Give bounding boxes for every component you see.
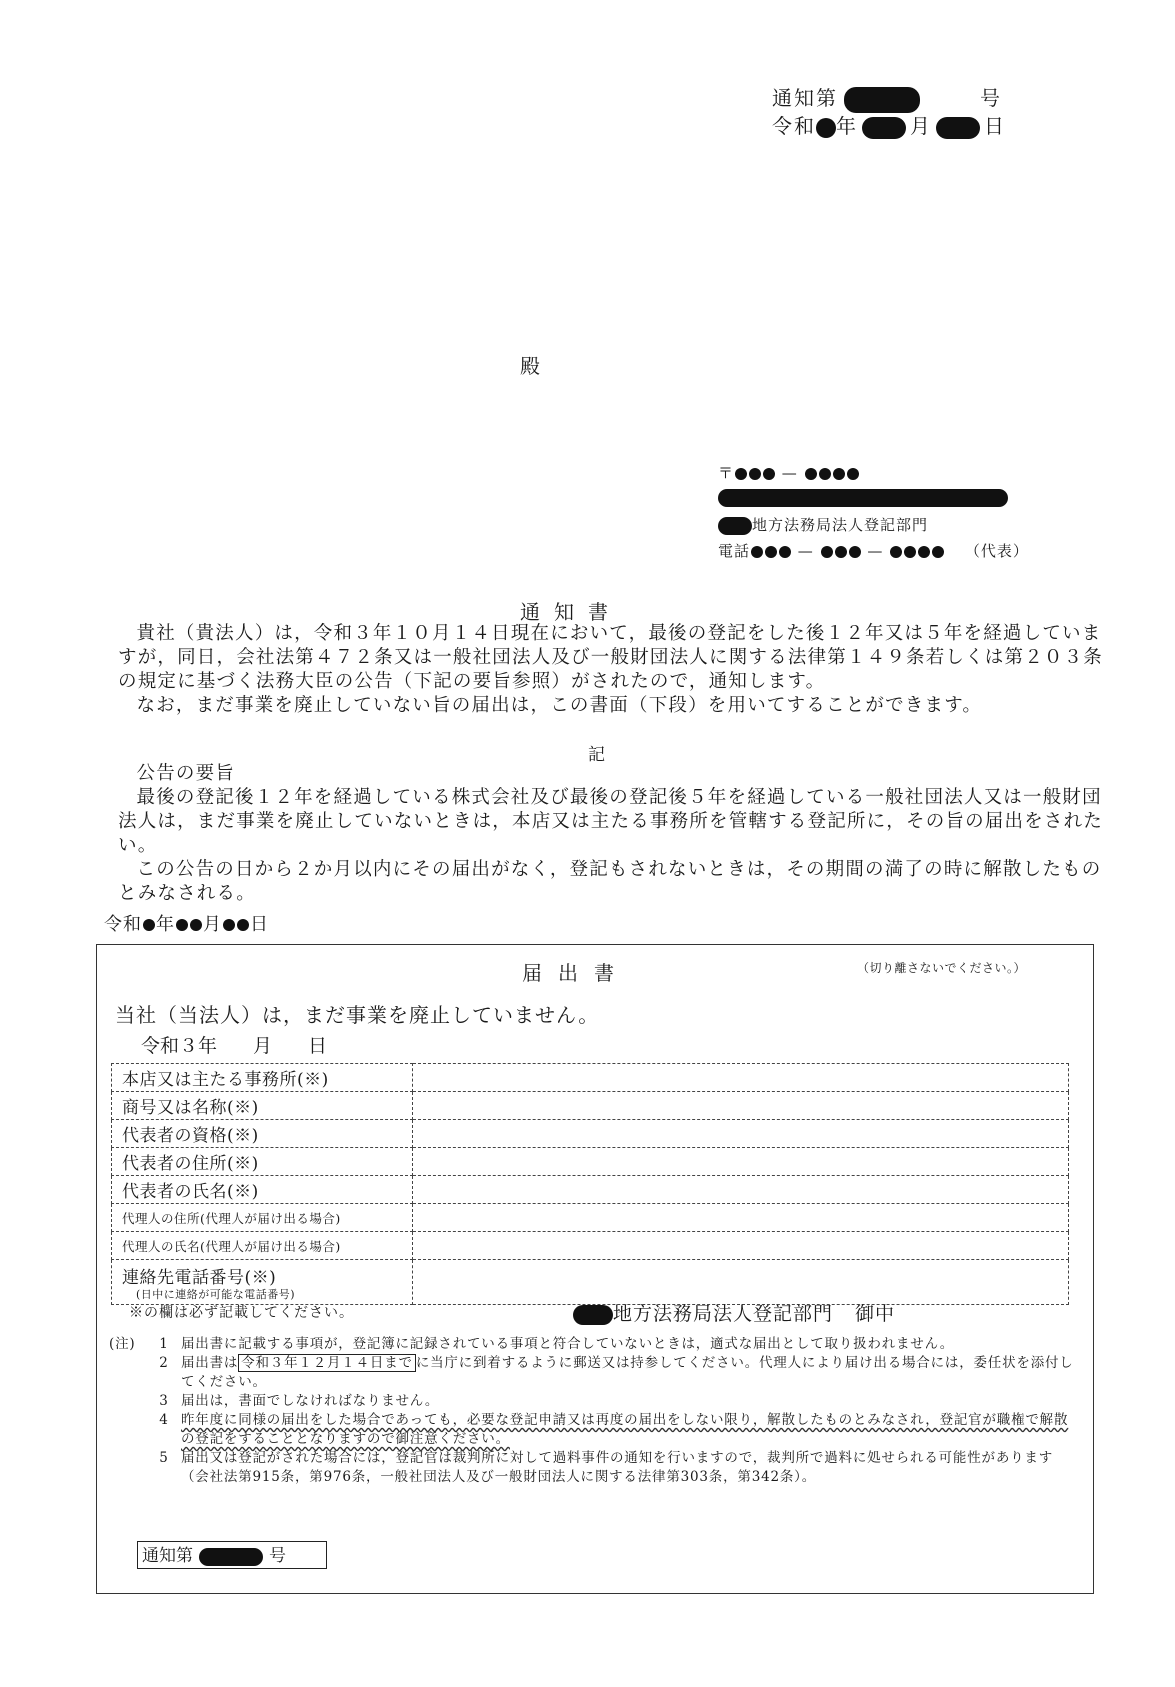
form-notes (109, 1335, 1075, 1487)
notice-number (772, 82, 1002, 113)
field-label: 代表者の住所(※) (112, 1148, 413, 1176)
notice-number-label: 通知第 (772, 86, 838, 110)
note-number: 2 (159, 1355, 169, 1371)
addressee-honorific: 殿 (520, 354, 540, 378)
trade-name-input[interactable] (413, 1092, 1069, 1120)
note-item (109, 1354, 1075, 1392)
head-office-input[interactable] (413, 1064, 1069, 1092)
redacted-year (816, 118, 836, 138)
note2-end: に当庁に到着するように郵送又は持参してください。代理人により届け出る場合には，委任状を添付してください。 (181, 1355, 1074, 1390)
notice-date-bottom (104, 910, 269, 936)
note-text: 届出書に記載する事項が，登記簿に記録されている事項と符合していないときは，適式な届出として取り扱われません。 (181, 1336, 955, 1352)
bottom-date-day-unit: 日 (250, 914, 269, 935)
field-row (112, 1092, 1069, 1120)
note-text: 届出は，書面でしなければなりません。 (181, 1393, 440, 1409)
field-label: 代表者の氏名(※) (112, 1176, 413, 1204)
form-fields-table (111, 1063, 1069, 1305)
field-row (112, 1232, 1069, 1260)
sender-office-name: 地方法務局法人登記部門 (752, 516, 929, 534)
contact-phone-input[interactable] (413, 1260, 1069, 1305)
do-not-detach-note: （切り離さないでください。） (857, 961, 1027, 975)
summary-paragraph-1: 最後の登記後１２年を経過している株式会社及び最後の登記後５年を経過している一般社団法人又は一般財団法人は，まだ事業を廃止していないときは，本店又は主たる事務所を管轄する登記所に，その旨の届出をされたい。 (118, 787, 1104, 856)
ki-marker: 記 (588, 745, 605, 765)
stamp-label: 通知第 (142, 1546, 193, 1566)
phone-label: 電話 (718, 542, 751, 560)
note-item (109, 1449, 1075, 1487)
field-row (112, 1120, 1069, 1148)
notice-number-box (137, 1541, 327, 1569)
sender-postal: 〒 — (718, 462, 860, 483)
redacted-office-prefix (718, 517, 752, 535)
required-note: ※の欄は必ず記載してください。 (129, 1305, 354, 1321)
date-era: 令和 (772, 114, 816, 138)
note-text (181, 1354, 1075, 1392)
field-row (112, 1148, 1069, 1176)
date-month-unit: 月 (910, 114, 932, 138)
summary-paragraph-2: この公告の日から２か月以内にその届出がなく，登記もされないときは，その期間の満了の時に解散したものとみなされる。 (118, 859, 1102, 904)
field-row (112, 1176, 1069, 1204)
note-text: 昨年度に同様の届出をした場合であっても，必要な登記申請又は再度の届出をしない限り，解散したものとみなされ，登記官が職権で解散の登記をすることとなりますので御注意ください。 (181, 1412, 1069, 1447)
phone-field-label: 連絡先電話番号(※) (122, 1267, 277, 1288)
postal-mark: 〒 (718, 464, 735, 482)
form-date-month: 月 (253, 1035, 273, 1057)
note-number: 1 (159, 1336, 169, 1352)
field-label-phone (112, 1260, 413, 1305)
date-day-unit: 日 (984, 114, 1006, 138)
field-label: 代理人の住所(代理人が届け出る場合) (112, 1204, 413, 1232)
representative-name-input[interactable] (413, 1176, 1069, 1204)
field-label: 商号又は名称(※) (112, 1092, 413, 1120)
note-text: 届出又は登記がされた場合には，登記官は裁判所に対して過料事件の通知を行いますので，裁判所で過料に処せられる可能性があります（会社法第915条，第976条，一般社団法人及び一般財団法人に関する法律第303条，第342条）。 (181, 1450, 1054, 1485)
field-label: 代理人の氏名(代理人が届け出る場合) (112, 1232, 413, 1260)
note-item (109, 1335, 1075, 1354)
field-row (112, 1064, 1069, 1092)
bottom-date-year-unit: 年 (156, 914, 175, 935)
form-statement: 当社（当法人）は，まだ事業を廃止していません。 (115, 1003, 600, 1027)
redacted-day (936, 117, 980, 139)
summary-block (118, 762, 1108, 906)
form-office-suffix: 地方法務局法人登記部門 (613, 1303, 834, 1325)
note-item (109, 1411, 1075, 1449)
note2-start: 届出書は (181, 1355, 239, 1371)
note-number: 5 (159, 1450, 169, 1466)
deadline-box: 令和３年１２月１４日まで (238, 1354, 416, 1372)
bottom-date-era: 令和 (104, 914, 142, 935)
form-date-year: 令和３年 (141, 1035, 218, 1057)
date-year-unit: 年 (836, 114, 858, 138)
notice-title: 通知書 (520, 600, 622, 624)
form-date (141, 1031, 363, 1058)
notes-prefix: (注) (109, 1336, 136, 1352)
note-number: 4 (159, 1412, 169, 1428)
redacted-month (862, 117, 906, 139)
agent-address-input[interactable] (413, 1204, 1069, 1232)
notice-date (772, 110, 1006, 139)
sender-office (718, 514, 928, 535)
field-row (112, 1260, 1069, 1305)
sender-phone: 電話 — — （代表） (718, 542, 1029, 560)
field-label: 本店又は主たる事務所(※) (112, 1064, 413, 1092)
redacted-number (199, 1548, 263, 1566)
phone-field-sublabel: (日中に連絡が可能な電話番号) (136, 1287, 296, 1301)
form-date-day: 日 (308, 1035, 328, 1057)
representative-address-input[interactable] (413, 1148, 1069, 1176)
note-item (109, 1392, 1075, 1411)
note-number: 3 (159, 1393, 169, 1409)
notice-body (118, 622, 1108, 718)
notification-form (96, 944, 1094, 1594)
representative-title-input[interactable] (413, 1120, 1069, 1148)
redacted-number (844, 87, 920, 113)
phone-note: （代表） (964, 542, 1029, 560)
field-row (112, 1204, 1069, 1232)
agent-name-input[interactable] (413, 1232, 1069, 1260)
sender-address-redacted (718, 488, 1008, 507)
notice-number-suffix: 号 (980, 86, 1002, 110)
stamp-suffix: 号 (269, 1546, 286, 1566)
notice-paragraph-2: なお，まだ事業を廃止していない旨の届出は，この書面（下段）を用いてすることができます。 (136, 695, 983, 716)
field-label: 代表者の資格(※) (112, 1120, 413, 1148)
notice-paragraph-1: 貴社（貴法人）は，令和３年１０月１４日現在において，最後の登記をした後１２年又は５年を経過していますが，同日，会社法第４７２条又は一般社団法人及び一般財団法人に関する法律第１４９条若しくは第２０３条の規定に基づく法務大臣の公告（下記の要旨参照）がされたので，通知します。 (118, 623, 1104, 692)
form-office-name (573, 1299, 895, 1326)
redacted-address (718, 489, 1008, 507)
form-office-honorific: 御中 (855, 1303, 896, 1325)
summary-heading: 公告の要旨 (136, 763, 236, 784)
redacted-office-prefix (573, 1305, 613, 1325)
bottom-date-month-unit: 月 (203, 914, 222, 935)
form-title: 届出書 (522, 961, 630, 985)
